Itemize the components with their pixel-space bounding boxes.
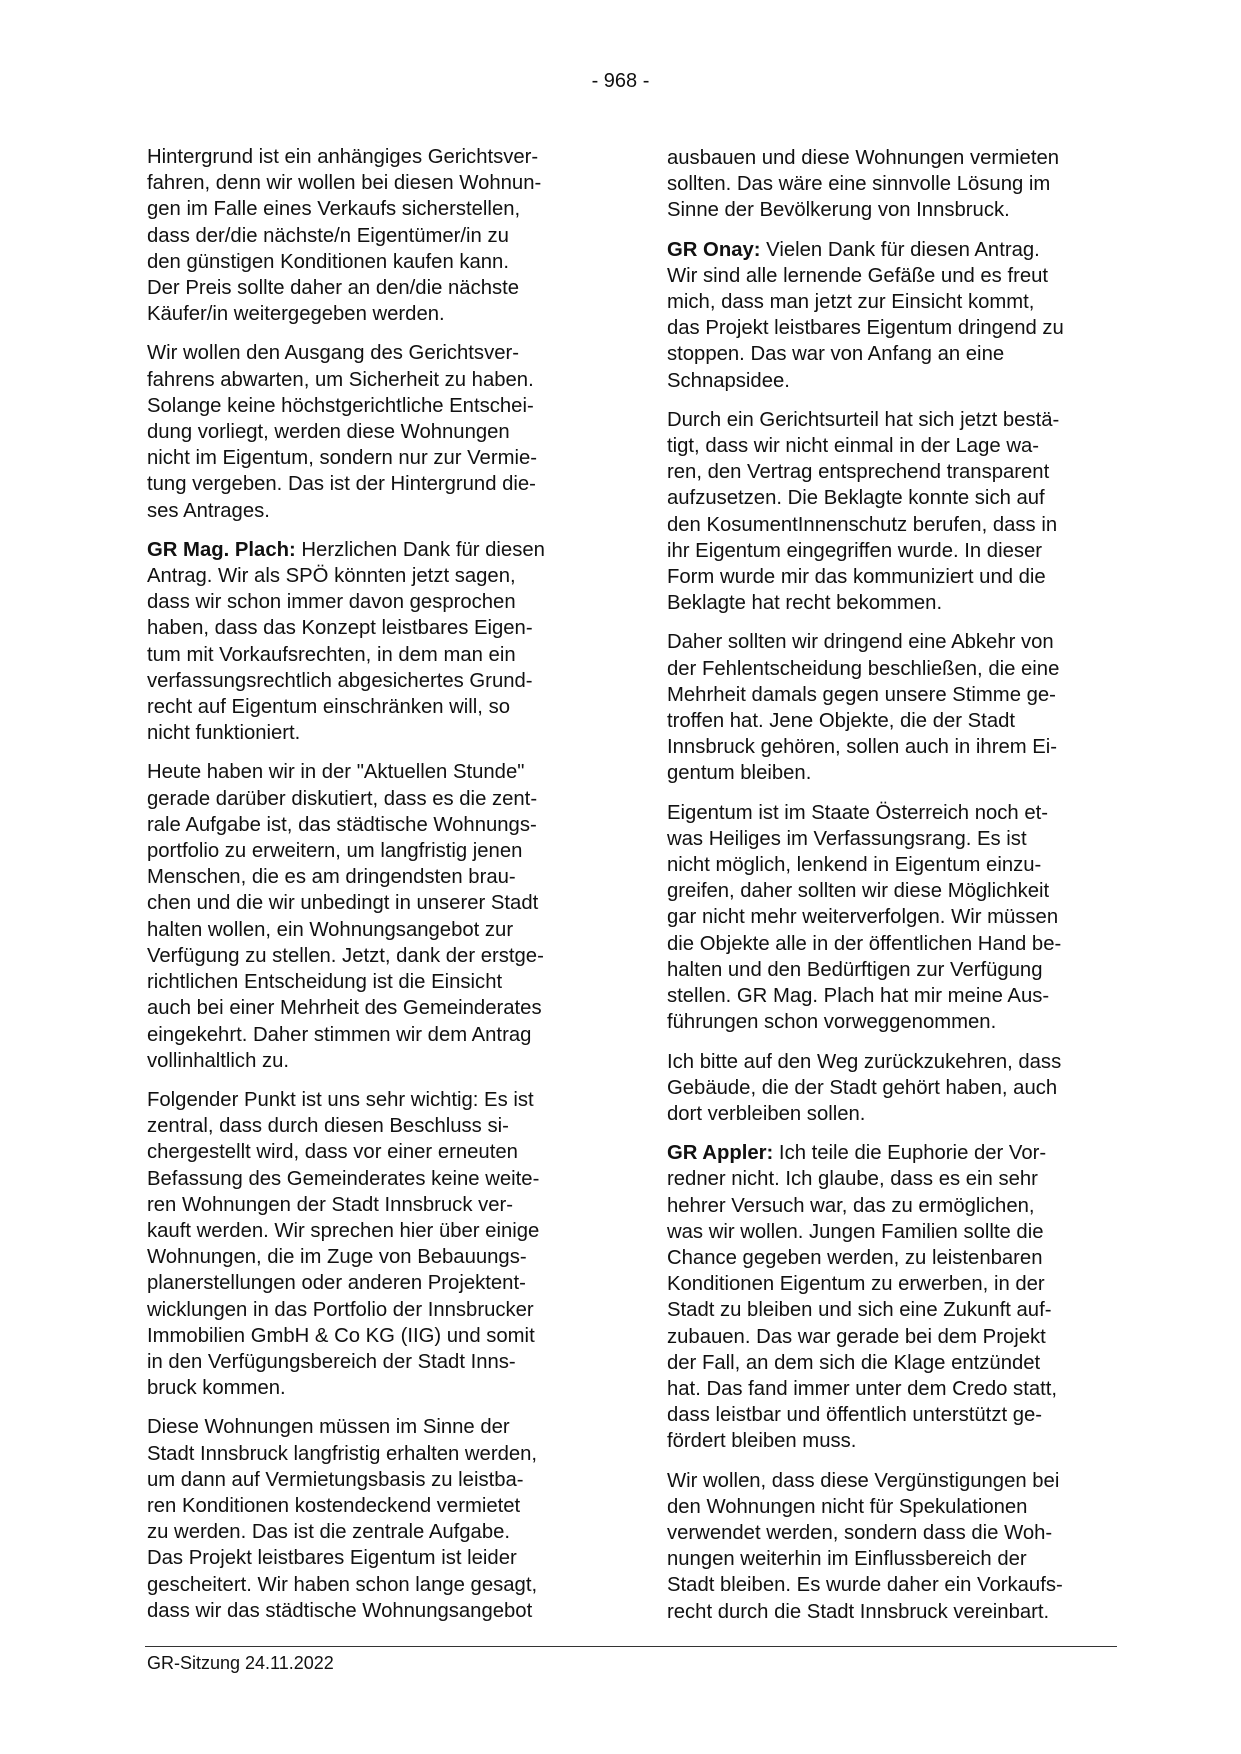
paragraph-text: Diese Wohnungen müssen im Sinne der Stadt Innsbruck langfristig erhalten werden, um dann auf Vermietungsbasis zu leistba- ren Konditionen kostendeckend vermietet zu werden. Das ist die zentrale Aufgabe. Das Projekt leistbares Eigentum ist leider gescheitert. Wir haben schon lange gesagt, dass wir das städtische Wohnungsangebot xyxy=(147,1416,538,1622)
paragraph-text: Eigentum ist im Staate Österreich noch et- was Heiliges im Verfassungsrang. Es ist nicht möglich, lenkend in Eigentum einzu- greifen, daher sollten wir diese Möglichkeit gar nicht mehr weiterverfolgen. Wir müssen die Objekte alle in der öffentlichen Hand be- halten und den Bedürftigen zur Verfügung stellen. GR Mag. Plach hat mir meine Aus- führungen schon vorweggenommen. xyxy=(667,801,1062,1034)
paragraph-text: Wir wollen den Ausgang des Gerichtsver- fahrens abwarten, um Sicherheit zu haben. Solange keine höchstgerichtliche Entschei- dung vorliegt, werden diese Wohnungen nicht im Eigentum, sondern nur zur Vermie- tung vergeben. Das ist der Hintergrund die- ses Antrages. xyxy=(147,342,538,522)
paragraph xyxy=(667,1140,1127,1454)
paragraph xyxy=(147,144,607,327)
paragraph-text: Folgender Punkt ist uns sehr wichtig: Es ist zentral, dass durch diesen Beschluss si- chergestellt wird, dass vor einer erneuten Befassung des Gemeinderates keine weite- ren Wohnungen der Stadt Innsbruck ver- kauft werden. Wir sprechen hier über einige Wohnungen, die im Zuge von Bebauungs- planerstellungen oder anderen Projektent- wicklungen in das Portfolio der Innsbrucker Immobilien GmbH & Co KG (IIG) und somit in den Verfügungsbereich der Stadt Inns- bruck kommen. xyxy=(147,1088,540,1400)
paragraph xyxy=(147,759,607,1073)
paragraph xyxy=(667,629,1127,786)
paragraph xyxy=(667,1049,1127,1128)
paragraph-text: Heute haben wir in der "Aktuellen Stunde" gerade darüber diskutiert, dass es die zent- rale Aufgabe ist, das städtische Wohnungs- portfolio zu erweitern, um langfristig jenen Menschen, die es am dringendsten brau- chen und die wir unbedingt in unserer Stadt halten wollen, ein Wohnungsangebot zur Verfügung zu stellen. Jetzt, dank der erstge- richtlichen Entscheidung ist die Einsicht auch bei einer Mehrheit des Gemeinderates eingekehrt. Daher stimmen wir dem Antrag vollinhaltlich zu. xyxy=(147,761,544,1072)
paragraph-text: Ich teile die Euphorie der Vor- redner nicht. Ich glaube, dass es ein sehr hehrer Versuch war, das zu ermöglichen, was wir wollen. Jungen Familien sollte die Chance gegeben werden, zu leistenbaren Konditionen Eigentum zu erwerben, in der Stadt zu bleiben und sich eine Zukunft auf- zubauen. Das war gerade bei dem Projekt der Fall, an dem sich die Klage entzündet hat. Das fand immer unter dem Credo statt, dass leistbar und öffentlich unterstützt ge- fördert bleiben muss. xyxy=(667,1142,1058,1453)
footer-divider xyxy=(145,1646,1117,1647)
paragraph xyxy=(667,800,1127,1036)
paragraph xyxy=(667,407,1127,617)
paragraph-text: Vielen Dank für diesen Antrag. Wir sind alle lernende Gefäße und es freut mich, dass man jetzt zur Einsicht kommt, das Projekt leistbares Eigentum dringend zu stoppen. Das war von Anfang an eine Schnapsidee. xyxy=(667,238,1064,392)
paragraph xyxy=(667,1468,1127,1625)
paragraph-text: Wir wollen, dass diese Vergünstigungen bei den Wohnungen nicht für Spekulationen verwendet werden, sondern dass die Woh- nungen weiterhin im Einflussbereich der Stadt bleiben. Es wurde daher ein Vorkaufs- recht durch die Stadt Innsbruck vereinbart. xyxy=(667,1469,1063,1623)
paragraph-text: Durch ein Gerichtsurteil hat sich jetzt bestä- tigt, dass wir nicht einmal in der Lage wa- ren, den Vertrag entsprechend transparent aufzusetzen. Die Beklagte konnte sich auf den KosumentInnenschutz berufen, dass in ihr Eigentum eingegriffen wurde. In dieser Form wurde mir das kommuniziert und die Beklagte hat recht bekommen. xyxy=(667,408,1060,615)
footer-session-date: GR-Sitzung 24.11.2022 xyxy=(147,1653,334,1673)
paragraph-text: Daher sollten wir dringend eine Abkehr von der Fehlentscheidung beschließen, die eine Mehrheit damals gegen unsere Stimme ge- troffen hat. Jene Objekte, die der Stadt Innsbruck gehören, sollen auch in ihrem Ei- gentum bleiben. xyxy=(667,631,1060,785)
paragraph xyxy=(147,340,607,523)
paragraph xyxy=(147,537,607,747)
paragraph xyxy=(667,237,1127,394)
speaker-name: GR Appler: xyxy=(667,1142,774,1165)
paragraph-text: Ich bitte auf den Weg zurückzukehren, dass Gebäude, die der Stadt gehört haben, auch dort verbleiben sollen. xyxy=(667,1050,1062,1125)
paragraph xyxy=(147,1087,607,1401)
paragraph xyxy=(667,145,1127,224)
right-column xyxy=(667,145,1127,1638)
paragraph-text: Herzlichen Dank für diesen Antrag. Wir als SPÖ könnten jetzt sagen, dass wir schon immer davon gesprochen haben, dass das Konzept leistbares Eigen- tum mit Vorkaufsrechten, in dem man ein verfassungsrechtlich abgesichertes Grund- recht auf Eigentum einschränken will, so nicht funktioniert. xyxy=(147,538,545,745)
paragraph xyxy=(147,1414,607,1624)
speaker-name: GR Onay: xyxy=(667,238,761,261)
speaker-name: GR Mag. Plach: xyxy=(147,538,296,561)
page-number: - 968 - xyxy=(591,70,650,92)
left-column xyxy=(147,144,607,1637)
paragraph-text: ausbauen und diese Wohnungen vermieten sollten. Das wäre eine sinnvolle Lösung im Sinne der Bevölkerung von Innsbruck. xyxy=(667,147,1060,222)
paragraph-text: Hintergrund ist ein anhängiges Gerichtsver- fahren, denn wir wollen bei diesen Wohnun- gen im Falle eines Verkaufs sicherstellen, dass der/die nächste/n Eigentümer/in zu den günstigen Konditionen kaufen kann. Der Preis sollte daher an den/die nächste Käufer/in weitergegeben werden. xyxy=(147,146,542,326)
